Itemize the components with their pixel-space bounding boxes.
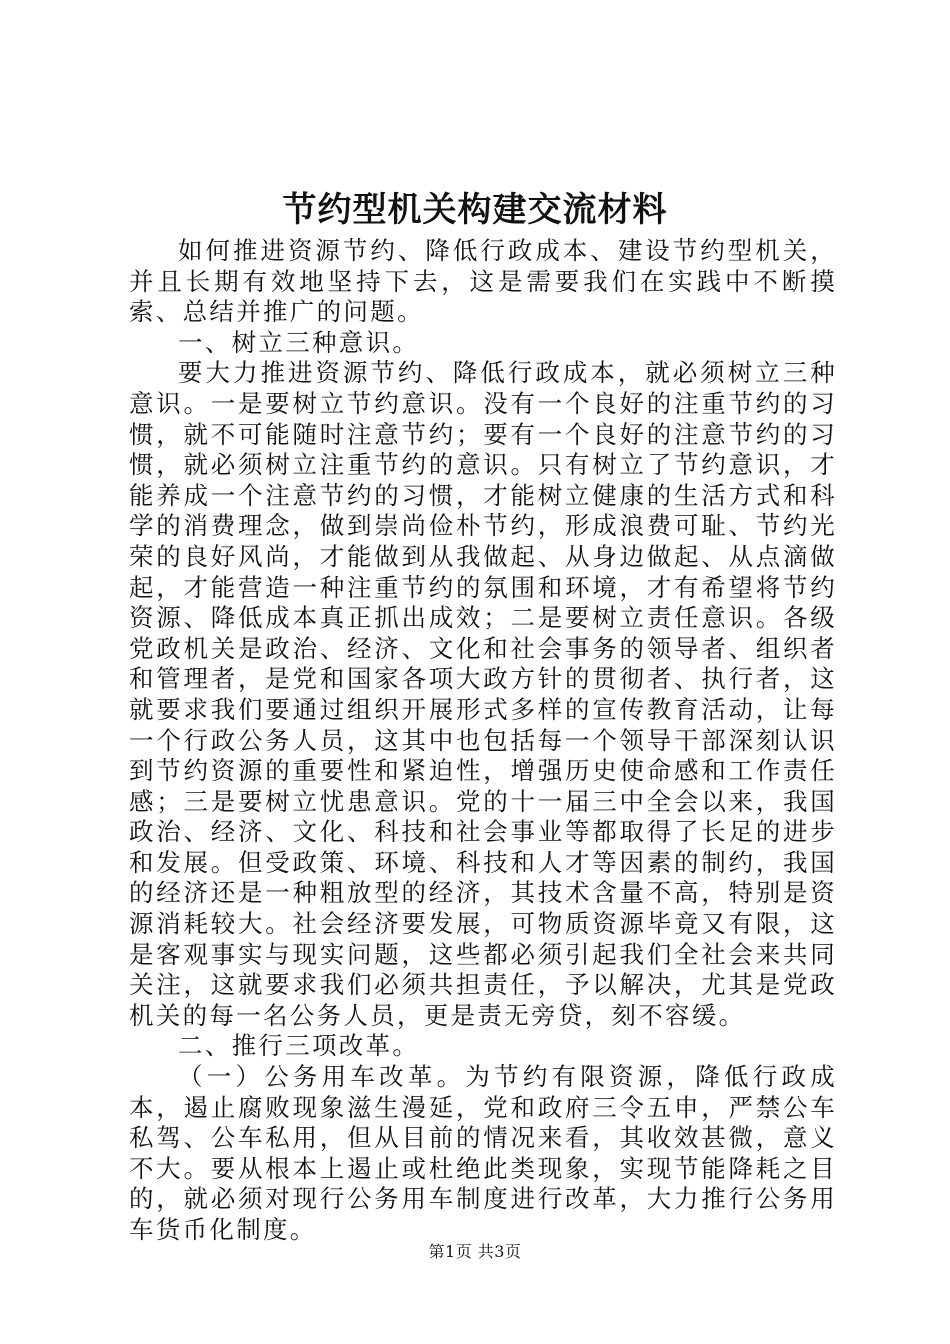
section-heading-2: 二、推行三项改革。: [178, 1031, 420, 1061]
paragraph-intro: 如何推进资源节约、降低行政成本、建设节约型机关，并且长期有效地坚持下去，这是需要我们在实践中不断摸索、总结并推广的问题。: [129, 236, 837, 327]
paragraph-three-awareness: 要大力推进资源节约、降低行政成本，就必须树立三种意识。一是要树立节约意识。没有一个良好的注重节约的习惯，就不可能随时注意节约；要有一个良好的注意节约的习惯，就必须树立注重节约的意识。只有树立了节约意识，才能养成一个注意节约的习惯，才能树立健康的生活方式和科学的消费理念，做到崇尚俭朴节约，形成浪费可耻、节约光荣的良好风尚，才能做到从我做起、从身边做起、从点滴做起，才能营造一种注重节约的氛围和环境，才有希望将节约资源、降低成本真正抓出成效；二是要树立责任意识。各级党政机关是政治、经济、文化和社会事务的领导者、组织者和管理者，是党和国家各项大政方针的贯彻者、执行者，这就要求我们要通过组织开展形式多样的宣传教育活动，让每一个行政公务人员，这其中也包括每一个领导干部深刻认识到节约资源的重要性和紧迫性，增强历史使命感和工作责任感；三是要树立忧患意识。党的十一届三中全会以来，我国政治、经济、文化、科技和社会事业等都取得了长足的进步和发展。但受政策、环境、科技和人才等因素的制约，我国的经济还是一种粗放型的经济，其技术含量不高，特别是资源消耗较大。社会经济要发展，可物质资源毕竟又有限，这是客观事实与现实问题，这些都必须引起我们全社会来共同关注，这就要求我们必须共担责任，予以解决，尤其是党政机关的每一名公务人员，更是责无旁贷，刻不容缓。: [129, 358, 837, 1030]
paragraph-vehicle-reform: （一）公务用车改革。为节约有限资源，降低行政成本，遏止腐败现象滋生漫延，党和政府三令五申，严禁公车私驾、公车私用，但从目前的情况来看，其收效甚微，意义不大。要从根本上遏止或杜绝此类现象，实现节能降耗之目的，就必须对现行公务用车制度进行改革，大力推行公务用车货币化制度。: [129, 1062, 837, 1244]
document-body: [129, 236, 837, 1246]
document-title: 节约型机关构建交流材料: [282, 190, 668, 230]
page-number: 第1页 共3页: [428, 1242, 522, 1261]
section-heading-1: 一、树立三种意识。: [178, 327, 420, 357]
